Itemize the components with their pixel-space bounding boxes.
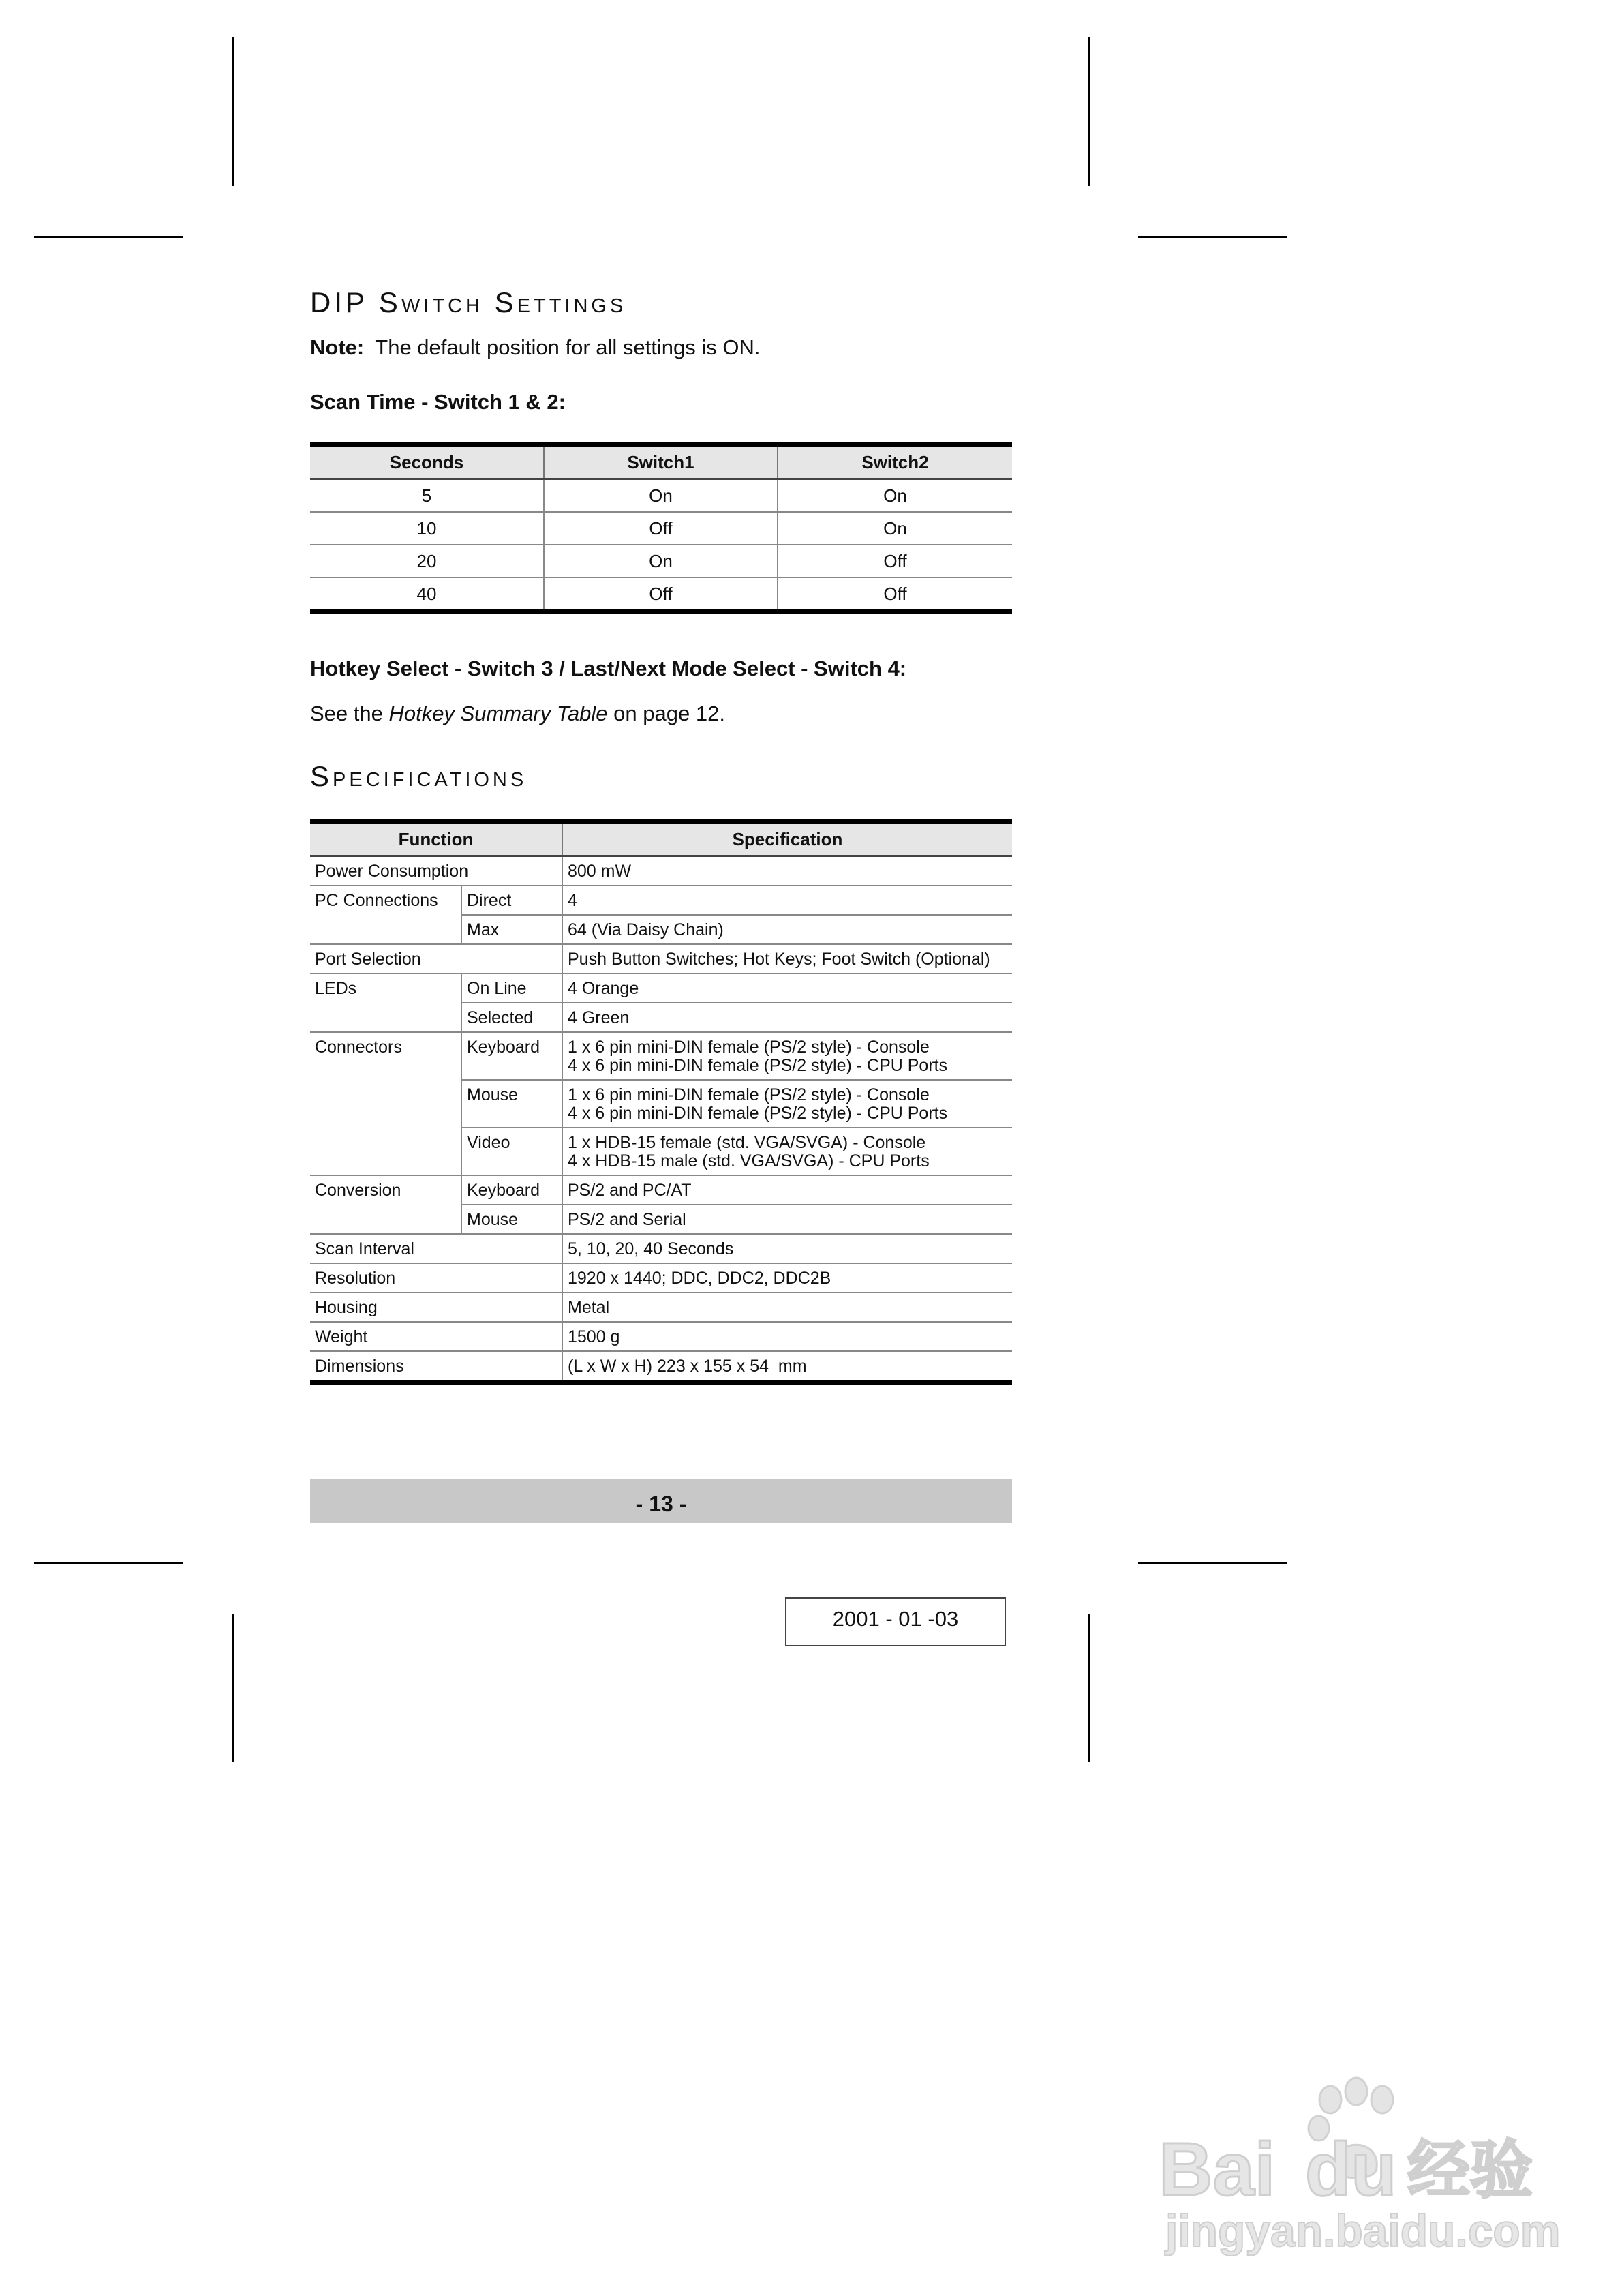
spec-value-line: 1 x 6 pin mini-DIN female (PS/2 style) - Console [568, 1038, 930, 1057]
table-header-row [310, 444, 1012, 479]
hotkey-post: on page 12. [613, 701, 725, 725]
hotkey-pre: See the [310, 701, 383, 725]
table-row [310, 944, 1012, 973]
spec-function: Resolution [310, 1263, 562, 1293]
spec-value [562, 1080, 1012, 1128]
spec-value: Push Button Switches; Hot Keys; Foot Switch (Optional) [562, 944, 1012, 973]
note-text: The default position for all settings is ON. [375, 335, 761, 359]
spec-value: Metal [562, 1293, 1012, 1322]
spec-value-line: 4 x HDB-15 male (std. VGA/SVGA) - CPU Ports [568, 1151, 930, 1170]
spec-function: PC Connections [310, 886, 461, 944]
column-header: Specification [562, 821, 1012, 856]
table-cell: 40 [310, 577, 544, 612]
table-cell: Off [778, 577, 1012, 612]
spec-value-line: 4 x 6 pin mini-DIN female (PS/2 style) - CPU Ports [568, 1056, 948, 1075]
spec-subfunction: Keyboard [461, 1175, 562, 1205]
spec-value: 4 Orange [562, 973, 1012, 1003]
table-cell: 20 [310, 545, 544, 577]
table-row [310, 1351, 1012, 1383]
table-row [310, 479, 1012, 513]
crop-mark [1138, 236, 1287, 238]
table-cell: Off [544, 512, 778, 545]
spec-function: Housing [310, 1293, 562, 1322]
table-row [310, 545, 1012, 577]
spec-subfunction: Keyboard [461, 1032, 562, 1080]
table-cell: Off [778, 545, 1012, 577]
crop-mark [232, 1614, 234, 1762]
table-cell: Off [544, 577, 778, 612]
spec-value: 1920 x 1440; DDC, DDC2, DDC2B [562, 1263, 1012, 1293]
hotkey-heading: Hotkey Select - Switch 3 / Last/Next Mode Select - Switch 4: [310, 656, 907, 680]
watermark-bai: Bai [1159, 2128, 1276, 2211]
watermark-cn: 经验 [1407, 2134, 1533, 2207]
note [310, 335, 1012, 360]
column-header: Switch2 [778, 444, 1012, 479]
table-cell: On [544, 479, 778, 513]
spec-function: Scan Interval [310, 1234, 562, 1263]
crop-mark [232, 37, 234, 186]
spec-function: Conversion [310, 1175, 461, 1234]
print-date-box [785, 1597, 1006, 1646]
crop-mark [34, 236, 183, 238]
spec-value: 4 Green [562, 1003, 1012, 1032]
crop-mark [1088, 1614, 1090, 1762]
table-row [310, 856, 1012, 886]
table-cell: 10 [310, 512, 544, 545]
section-title-specifications: Specifications [310, 760, 527, 792]
column-header: Seconds [310, 444, 544, 479]
hotkey-table-reference: Hotkey Summary Table [388, 701, 608, 725]
spec-value: 800 mW [562, 856, 1012, 886]
table-cell: 5 [421, 485, 432, 506]
spec-value: 1500 g [562, 1322, 1012, 1351]
spec-function: Power Consumption [315, 862, 469, 881]
crop-mark [34, 1562, 183, 1564]
hotkey-paragraph [310, 701, 1012, 726]
spec-value-line: 1 x 6 pin mini-DIN female (PS/2 style) - Console [568, 1085, 930, 1104]
table-row [310, 577, 1012, 612]
page-number: - 13 - [635, 1492, 687, 1516]
scan-time-table [310, 442, 1012, 614]
table-header-row [310, 821, 1012, 856]
spec-value: (L x W x H) 223 x 155 x 54 mm [562, 1351, 1012, 1383]
spec-subfunction: Max [461, 915, 562, 944]
spec-value: 5, 10, 20, 40 Seconds [562, 1234, 1012, 1263]
spec-function: Port Selection [310, 944, 562, 973]
spec-value: PS/2 and Serial [562, 1205, 1012, 1234]
column-header: Switch1 [544, 444, 778, 479]
spec-subfunction: Direct [461, 886, 562, 915]
spec-value: 64 (Via Daisy Chain) [562, 915, 1012, 944]
spec-subfunction: On Line [461, 973, 562, 1003]
crop-mark [1138, 1562, 1287, 1564]
baidu-jingyan-watermark [1152, 2072, 1561, 2263]
spec-value-line: 4 x 6 pin mini-DIN female (PS/2 style) - CPU Ports [568, 1104, 948, 1123]
page-content [310, 286, 1012, 1385]
note-label: Note: [310, 335, 365, 359]
table-row [310, 1032, 1012, 1080]
table-row [310, 1234, 1012, 1263]
table-row [310, 973, 1012, 1003]
spec-subfunction: Mouse [461, 1080, 562, 1128]
spec-value-line: 1 x HDB-15 female (std. VGA/SVGA) - Console [568, 1133, 926, 1152]
page-number-bar [310, 1479, 1012, 1523]
spec-value: PS/2 and PC/AT [562, 1175, 1012, 1205]
table-cell: On [544, 545, 778, 577]
spec-value [562, 1128, 1012, 1175]
spec-subfunction: Selected [461, 1003, 562, 1032]
table-row [310, 1293, 1012, 1322]
print-date: 2001 - 01 -03 [832, 1607, 959, 1631]
crop-mark [1088, 37, 1090, 186]
spec-function: Weight [310, 1322, 562, 1351]
table-cell: On [778, 479, 1012, 513]
table-row [310, 1322, 1012, 1351]
watermark-url: jingyan.baidu.com [1165, 2205, 1561, 2256]
spec-function: Connectors [310, 1032, 461, 1175]
section-title-dip: DIP Switch Settings [310, 286, 627, 318]
spec-value: 4 [562, 886, 1012, 915]
table-row [310, 512, 1012, 545]
spec-subfunction: Mouse [461, 1205, 562, 1234]
spec-value [562, 1032, 1012, 1080]
spec-function: Dimensions [310, 1351, 562, 1383]
spec-subfunction: Video [461, 1128, 562, 1175]
column-header: Function [310, 821, 562, 856]
table-cell: On [778, 512, 1012, 545]
spec-function: LEDs [310, 973, 461, 1032]
table-row [310, 886, 1012, 915]
watermark-du: du [1305, 2128, 1397, 2211]
table-row [310, 1263, 1012, 1293]
table-row [310, 1175, 1012, 1205]
specifications-table [310, 819, 1012, 1385]
scan-time-heading: Scan Time - Switch 1 & 2: [310, 390, 566, 414]
